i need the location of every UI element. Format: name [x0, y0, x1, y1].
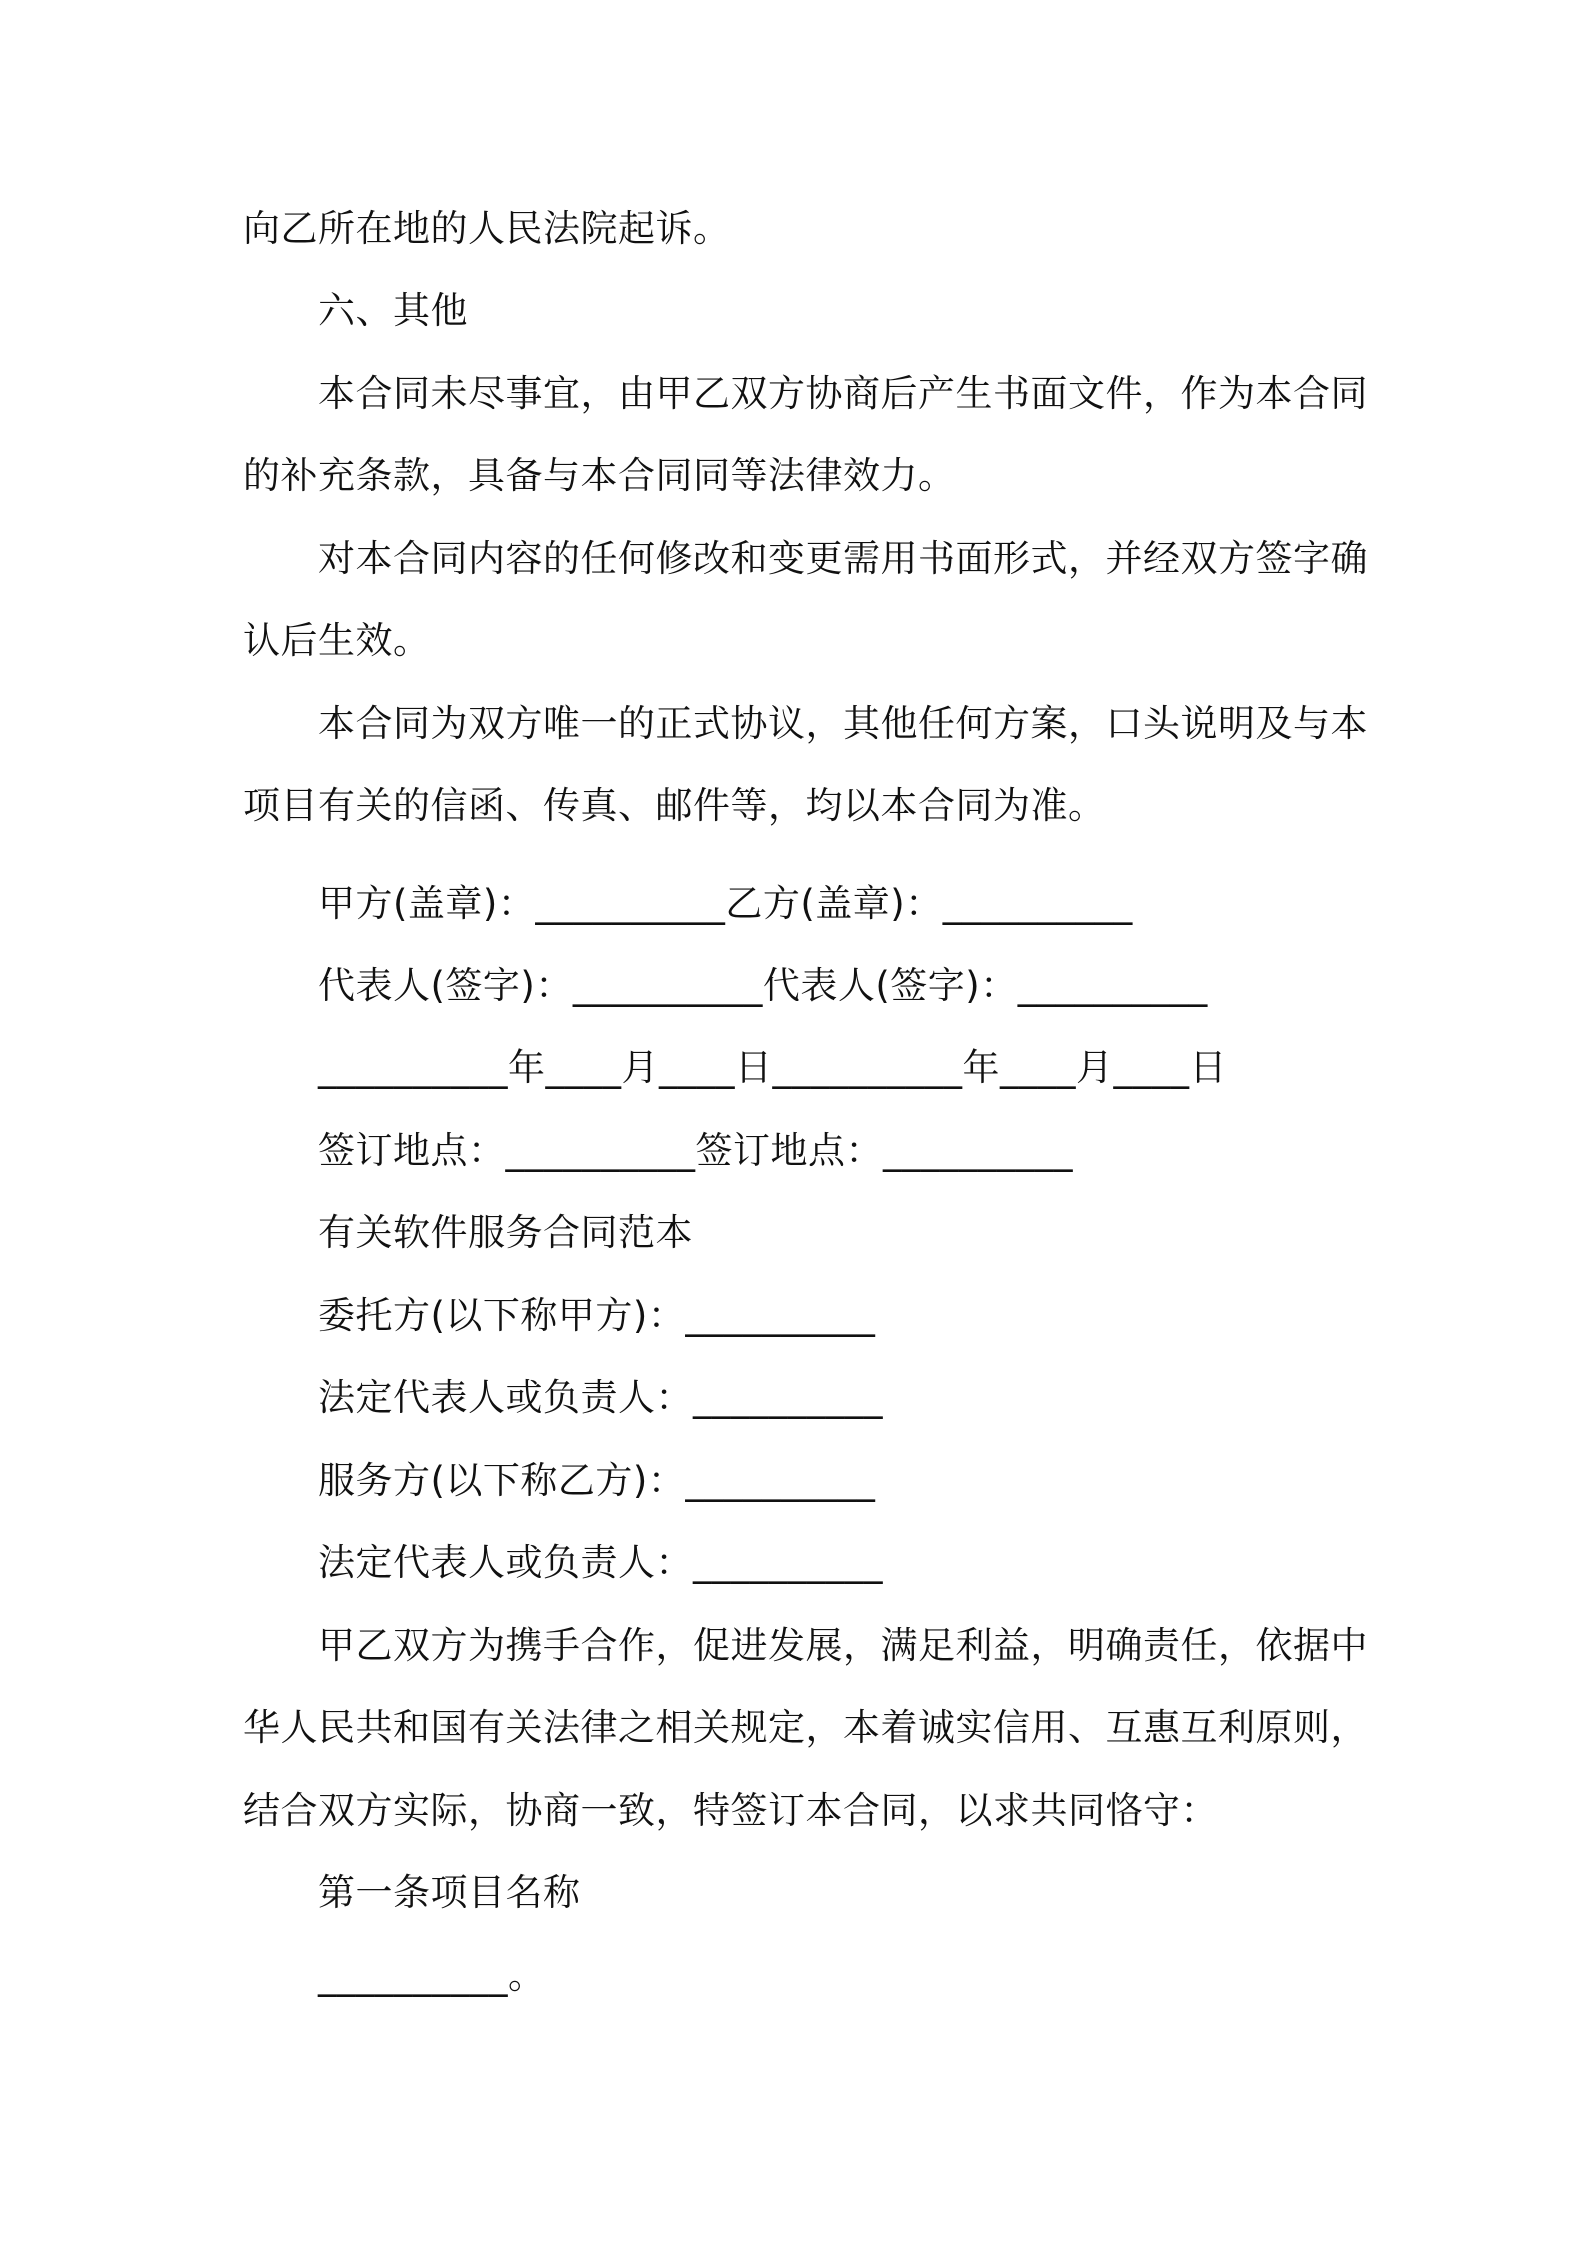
document-title: 有关软件服务合同范本	[318, 1211, 693, 1254]
text-line: 对本合同内容的任何修改和变更需用书面形式，并经双方签字确	[318, 537, 1368, 580]
text-line: 项目有关的信函、传真、邮件等，均以本合同为准。	[243, 784, 1106, 827]
text-line: 向乙所在地的人民法院起诉。	[243, 207, 731, 250]
article-heading: 第一条项目名称	[318, 1871, 581, 1914]
signature-representative-line: 代表人(签字)：__________代表人(签字)：__________	[318, 964, 1208, 1007]
section-heading: 六、其他	[318, 289, 468, 332]
signature-place-line: 签订地点：__________签订地点：__________	[318, 1129, 1073, 1172]
party-b-representative-field: 法定代表人或负责人：__________	[318, 1541, 883, 1584]
text-line: 认后生效。	[243, 619, 431, 662]
party-a-representative-field: 法定代表人或负责人：__________	[318, 1376, 883, 1419]
project-name-field: __________。	[318, 1954, 546, 1997]
text-line: 的补充条款，具备与本合同同等法律效力。	[243, 454, 956, 497]
signature-date-line: __________年____月____日__________年____月____日	[318, 1046, 1227, 1089]
text-line: 华人民共和国有关法律之相关规定，本着诚实信用、互惠互利原则，	[243, 1706, 1368, 1749]
text-line: 甲乙双方为携手合作，促进发展，满足利益，明确责任，依据中	[318, 1624, 1368, 1667]
text-line: 本合同未尽事宜，由甲乙双方协商后产生书面文件，作为本合同	[318, 372, 1368, 415]
signature-party-line: 甲方(盖章)：__________乙方(盖章)：__________	[318, 882, 1133, 925]
party-b-field: 服务方(以下称乙方)：__________	[318, 1459, 876, 1502]
party-a-field: 委托方(以下称甲方)：__________	[318, 1294, 876, 1337]
text-line: 本合同为双方唯一的正式协议，其他任何方案，口头说明及与本	[318, 702, 1368, 745]
text-line: 结合双方实际，协商一致，特签订本合同，以求共同恪守：	[243, 1789, 1218, 1832]
